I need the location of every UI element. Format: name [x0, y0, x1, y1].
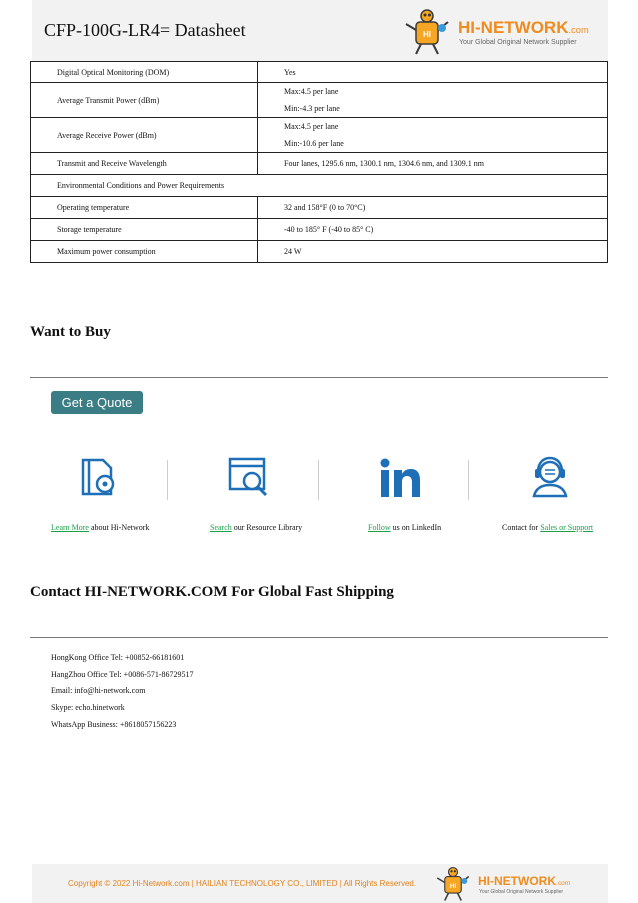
spec-table [30, 61, 608, 263]
brand-tagline: Your Global Original Network Supplier [459, 39, 577, 46]
table-row [31, 153, 608, 175]
table-row [31, 197, 608, 219]
sales-support-link[interactable]: Sales or Support [540, 523, 594, 532]
divider [30, 637, 608, 638]
spec-value: 32 and 158°F (0 to 70°C) [258, 197, 608, 219]
document-icon[interactable] [79, 456, 119, 503]
divider [167, 460, 168, 500]
contact-line: Skype: echo.hinetwork [51, 703, 125, 713]
linkedin-icon[interactable] [380, 458, 422, 503]
page-title: CFP-100G-LR4= Datasheet [44, 20, 246, 40]
spec-value: -40 to 185° F (-40 to 85° C) [258, 219, 608, 241]
get-a-quote-button[interactable]: Get a Quote [51, 391, 143, 414]
spec-label: Average Receive Power (dBm) [31, 118, 258, 153]
table-row [31, 219, 608, 241]
svg-text:HI: HI [423, 30, 431, 39]
contact-list [51, 650, 194, 734]
brand-tagline: Your Global Original Network Supplier [479, 889, 564, 895]
contact-line: HangZhou Office Tel: +0086-571-86729517 [51, 669, 194, 679]
spec-label: Maximum power consumption [31, 241, 258, 263]
search-link[interactable]: Search [210, 523, 232, 532]
contact-line: WhatsApp Business: +8618057156223 [51, 719, 177, 729]
brand-name: HI-NETWORK.com [458, 18, 589, 37]
table-row [31, 62, 608, 83]
search-row: Search our Resource Library [210, 523, 303, 532]
table-row [31, 83, 608, 118]
contact-line: HongKong Office Tel: +00852-66181601 [51, 653, 185, 662]
spec-value: Max:4.5 per lane Min:-10.6 per lane [258, 118, 608, 153]
table-row [31, 241, 608, 263]
search-icon[interactable] [228, 456, 272, 503]
contact-sales-row: Contact for Sales or Support [502, 523, 594, 532]
brand-name: HI-NETWORK.com [478, 874, 571, 888]
svg-text:HI: HI [450, 883, 456, 890]
learn-more-row: Learn More about Hi-Network [51, 523, 150, 532]
contact-heading: Contact HI-NETWORK.COM For Global Fast Shipping [30, 584, 394, 600]
spec-label: Digital Optical Monitoring (DOM) [31, 62, 258, 83]
follow-link[interactable]: Follow [368, 523, 391, 532]
footer-brand-logo[interactable] [434, 866, 606, 902]
robot-mascot-icon [402, 8, 452, 56]
spec-label: Storage temperature [31, 219, 258, 241]
page-footer [32, 864, 608, 903]
spec-section-heading: Environmental Conditions and Power Requirements [31, 175, 608, 197]
table-row [31, 118, 608, 153]
contact-line: Email: info@hi-network.com [51, 686, 146, 696]
spec-value: Max:4.5 per lane Min:-4.3 per lane [258, 83, 608, 118]
spec-label: Average Transmit Power (dBm) [31, 83, 258, 118]
table-row [31, 175, 608, 197]
robot-mascot-icon [434, 866, 472, 902]
support-icon[interactable] [530, 456, 570, 503]
spec-value: 24 W [258, 241, 608, 263]
brand-logo[interactable] [402, 8, 608, 56]
spec-value: Four lanes, 1295.6 nm, 1300.1 nm, 1304.6 nm, and 1309.1 nm [258, 153, 608, 175]
spec-value: Yes [258, 62, 608, 83]
spec-label: Operating temperature [31, 197, 258, 219]
want-to-buy-heading: Want to Buy [30, 324, 111, 340]
divider [318, 460, 319, 500]
page-header [32, 0, 608, 62]
learn-more-link[interactable]: Learn More [51, 523, 89, 532]
spec-label: Transmit and Receive Wavelength [31, 153, 258, 175]
divider [30, 377, 608, 378]
follow-row: Follow us on LinkedIn [368, 523, 442, 532]
copyright-text: Copyright © 2022 Hi-Network.com | HAILIAN TECHNOLOGY CO., LIMITED | All Rights Reserved. [68, 879, 417, 888]
divider [468, 460, 469, 500]
